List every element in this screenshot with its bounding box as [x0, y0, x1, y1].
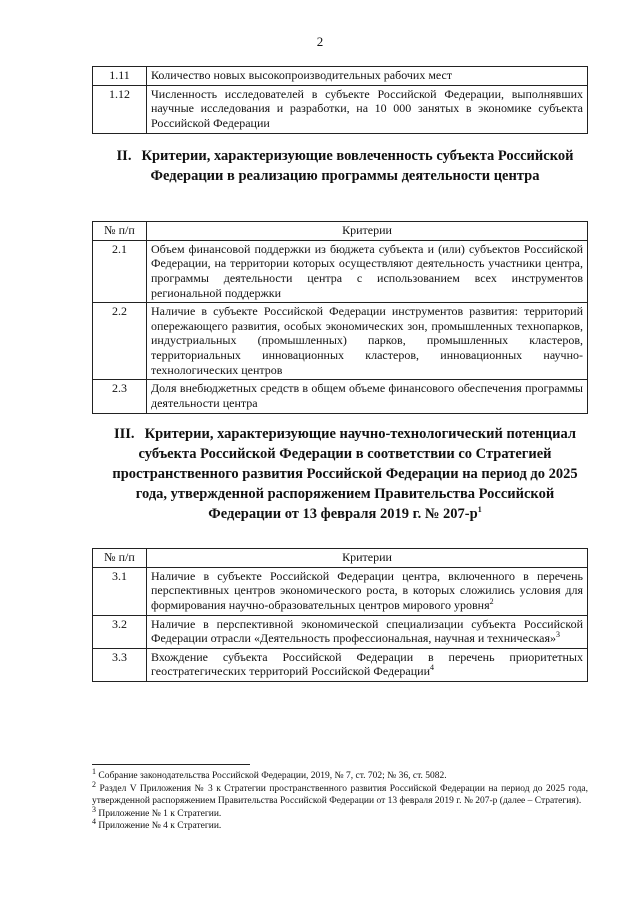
row-criterion: Доля внебюджетных средств в общем объеме финансового обеспечения программы деятельности центра: [147, 380, 588, 413]
footnote-ref: 4: [430, 663, 435, 673]
table-row: [93, 648, 588, 681]
footnote-ref: 3: [556, 630, 561, 640]
criterion-text: Наличие в перспективной экономической специализации субъекта Российской Федерации отрасли «Деятельность профессиональная, научная и техническая»: [151, 616, 583, 646]
row-number: 1.12: [93, 85, 147, 133]
row-number: 1.11: [93, 67, 147, 86]
table-row: [93, 303, 588, 380]
section-3-number: III.: [114, 426, 135, 442]
header-number: № п/п: [93, 222, 147, 241]
criteria-table-1: [92, 66, 588, 134]
table-row: [93, 567, 588, 615]
criterion-text: Наличие в субъекте Российской Федерации центра, включенного в перечень перспективных центров экономического роста, в которых сложились условия для формирования научно-образовательных центров мирового уровня: [151, 568, 583, 612]
page-number: 2: [316, 34, 324, 49]
footnote-text: Раздел V Приложения № 3 к Стратегии пространственного развития Российской Федерации на период до 2025 года, утвержденной распоряжением Правительства Российской Федерации от 13 февраля 2019 г. № 207-р (далее – Стратегия).: [92, 783, 588, 806]
footnote-number: 3: [92, 804, 96, 814]
footnotes: [92, 766, 588, 833]
footnote-ref: 2: [489, 596, 494, 606]
row-criterion: Наличие в субъекте Российской Федерации инструментов развития: территорий опережающего развития, особых экономических зон, промышленных технопарков, индустриальных (промышленных) парков, промышленных кластеров, территориальных инновационных кластеров, инновационных научно-технологических центров: [147, 303, 588, 380]
footnote: [92, 804, 588, 821]
table-row: [93, 380, 588, 413]
footnote-number: 4: [92, 816, 96, 826]
section-3-heading: [98, 424, 592, 524]
criteria-table-3: [92, 548, 588, 682]
row-number: 2.1: [93, 240, 147, 303]
footnote: [92, 766, 588, 783]
table-row: [93, 67, 588, 86]
header-criteria: Критерии: [147, 549, 588, 568]
row-criterion: Количество новых высокопроизводительных рабочих мест: [147, 67, 588, 86]
section-2-title: Критерии, характеризующие вовлеченность субъекта Российской Федерации в реализацию программы деятельности центра: [141, 148, 574, 184]
footnote-divider: [92, 764, 250, 765]
table-row: [93, 615, 588, 648]
row-number: 3.2: [93, 615, 147, 648]
criteria-table-2: [92, 221, 588, 414]
row-number: 3.1: [93, 567, 147, 615]
section-2-number: II.: [116, 148, 132, 164]
table-header-row: [93, 549, 588, 568]
table-row: [93, 85, 588, 133]
header-criteria: Критерии: [147, 222, 588, 241]
table-row: [93, 240, 588, 303]
criterion-text: Вхождение субъекта Российской Федерации в перечень приоритетных геостратегических территорий Российской Федерации: [151, 649, 583, 679]
section-3-title: Критерии, характеризующие научно-технологический потенциал субъекта Российской Федерации в соответствии со Стратегией пространственного развития Российской Федерации на период до 2025 года, утвержденной распоряжением Правительства Российской Федерации от 13 февраля 2019 г. № 207-р: [112, 426, 578, 522]
footnote-text: Собрание законодательства Российской Федерации, 2019, № 7, ст. 702; № 36, ст. 5082.: [98, 771, 447, 781]
footnote-number: 2: [92, 779, 96, 789]
row-criterion: [147, 567, 588, 615]
section-2-heading: [110, 146, 580, 186]
footnote-text: Приложение № 1 к Стратегии.: [98, 808, 222, 819]
footnote-ref: 1: [477, 505, 482, 515]
table-header-row: [93, 222, 588, 241]
header-number: № п/п: [93, 549, 147, 568]
row-criterion: Объем финансовой поддержки из бюджета субъекта и (или) субъектов Российской Федерации, на территории которых осуществляют деятельность участники центра, программы деятельности центра с использованием всех инструментов региональной поддержки: [147, 240, 588, 303]
row-number: 2.2: [93, 303, 147, 380]
footnote: [92, 816, 588, 833]
row-criterion: Численность исследователей в субъекте Российской Федерации, выполнявших научные исследования и разработки, на 10 000 занятых в экономике субъекта Российской Федерации: [147, 85, 588, 133]
row-number: 3.3: [93, 648, 147, 681]
footnote: [92, 779, 588, 808]
footnote-text: Приложение № 4 к Стратегии.: [98, 821, 222, 831]
footnote-number: 1: [92, 766, 96, 776]
row-criterion: [147, 615, 588, 648]
row-number: 2.3: [93, 380, 147, 413]
row-criterion: [147, 648, 588, 681]
